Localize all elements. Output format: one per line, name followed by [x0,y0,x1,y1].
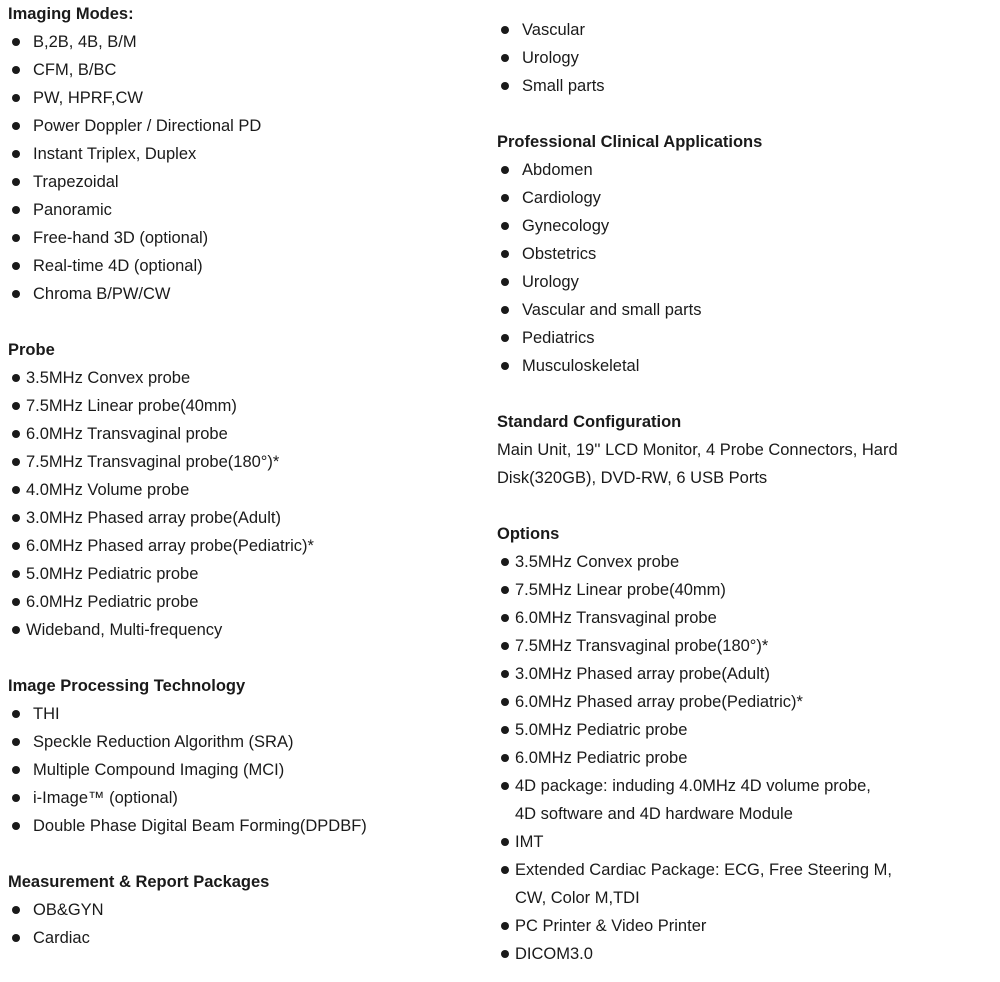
list-item-label: 6.0MHz Pediatric probe [26,593,199,611]
list-item [497,296,992,324]
list-item [497,828,992,856]
list-item-label: Vascular and small parts [522,301,702,319]
list-item-label: 7.5MHz Transvaginal probe(180°)* [515,637,769,655]
list-item [497,212,992,240]
list-item-label: B,2B, 4B, B/M [33,33,137,51]
list-item [497,856,992,912]
list-item [8,588,478,616]
list-item [497,744,992,772]
bullet-icon [12,598,20,606]
list-item [497,156,992,184]
list-item-label: Small parts [522,77,605,95]
bullet-icon [12,738,20,746]
list-item-label: THI [33,705,60,723]
list-item-label: 7.5MHz Transvaginal probe(180°)* [26,453,280,471]
list-item [8,420,478,448]
clinical-section [497,128,992,380]
bullet-icon [12,710,20,718]
list-item-label: 3.0MHz Phased array probe(Adult) [26,509,281,527]
list-item [8,532,478,560]
list-item-label: PW, HPRF,CW [33,89,143,107]
list-item [8,392,478,420]
bullet-icon [12,38,20,46]
list-item-label: Gynecology [522,217,610,235]
bullet-icon [501,194,509,202]
list-item-label: 5.0MHz Pediatric probe [26,565,199,583]
options-heading: Options [497,525,560,543]
list-item-label: 4D package: induding 4.0MHz 4D volume probe, 4D software and 4D hardware Module [515,777,871,823]
list-item-label: Wideband, Multi-frequency [26,621,223,639]
list-item [497,548,992,576]
bullet-icon [501,166,509,174]
list-item [8,616,478,644]
standard-config-heading: Standard Configuration [497,413,682,431]
bullet-icon [501,250,509,258]
bullet-icon [12,430,20,438]
list-item [8,28,478,56]
list-item [8,168,478,196]
list-item-label: 3.5MHz Convex probe [26,369,191,387]
list-item [8,896,478,924]
imaging-modes-list [8,28,478,308]
list-item [497,912,992,940]
list-item [497,940,992,968]
list-item [497,772,992,828]
bullet-icon [12,570,20,578]
list-item [8,84,478,112]
list-item [8,224,478,252]
list-item [497,240,992,268]
list-item [497,632,992,660]
list-item [8,560,478,588]
bullet-icon [501,222,509,230]
list-item-label: 6.0MHz Phased array probe(Pediatric)* [26,537,314,555]
list-item [8,364,478,392]
bullet-icon [12,206,20,214]
list-item-label: 7.5MHz Linear probe(40mm) [515,581,726,599]
list-item-label: Panoramic [33,201,112,219]
list-item-label: PC Printer & Video Printer [515,917,707,935]
list-item [8,252,478,280]
list-item [497,352,992,380]
list-item [8,756,478,784]
list-item-label: Vascular [522,21,585,39]
list-item-label: Multiple Compound Imaging (MCI) [33,761,285,779]
bullet-icon [501,950,509,958]
clinical-list [497,156,992,380]
list-item [8,784,478,812]
list-item [8,924,478,952]
clinical-heading: Professional Clinical Applications [497,133,763,151]
list-item-label: Musculoskeletal [522,357,640,375]
bullet-icon [501,838,509,846]
bullet-icon [12,178,20,186]
list-item [8,56,478,84]
bullet-icon [12,906,20,914]
list-item [497,604,992,632]
bullet-icon [12,262,20,270]
measurement-section [8,868,478,952]
list-item [8,280,478,308]
left-column [8,0,478,952]
list-item-label: Pediatrics [522,329,595,347]
bullet-icon [12,122,20,130]
list-item [8,476,478,504]
list-item [497,72,992,100]
list-item [8,728,478,756]
list-item-label: 6.0MHz Phased array probe(Pediatric)* [515,693,803,711]
list-item-label: Chroma B/PW/CW [33,285,171,303]
list-item [497,660,992,688]
bullet-icon [501,82,509,90]
bullet-icon [12,542,20,550]
list-item-label: 6.0MHz Transvaginal probe [26,425,228,443]
image-processing-section [8,672,478,840]
list-item-label: Real-time 4D (optional) [33,257,203,275]
image-processing-list [8,700,478,840]
bullet-icon [501,334,509,342]
list-item-label: Trapezoidal [33,173,119,191]
list-item-label: 3.0MHz Phased array probe(Adult) [515,665,770,683]
measurement-heading: Measurement & Report Packages [8,873,270,891]
bullet-icon [12,374,20,382]
list-item-label: 7.5MHz Linear probe(40mm) [26,397,237,415]
list-item-label: IMT [515,833,544,851]
list-item-label: Abdomen [522,161,593,179]
bullet-icon [501,698,509,706]
bullet-icon [501,26,509,34]
list-item-label: Extended Cardiac Package: ECG, Free Steering M, CW, Color M,TDI [515,861,892,907]
bullet-icon [12,794,20,802]
probe-list [8,364,478,644]
bullet-icon [501,362,509,370]
list-item [497,576,992,604]
list-item [8,812,478,840]
list-item-label: Instant Triplex, Duplex [33,145,197,163]
bullet-icon [12,822,20,830]
list-item [497,268,992,296]
bullet-icon [501,558,509,566]
bullet-icon [12,290,20,298]
list-item [497,44,992,72]
probe-section [8,336,478,644]
list-item-label: 6.0MHz Pediatric probe [515,749,688,767]
list-item-label: Urology [522,49,579,67]
list-item-label: Speckle Reduction Algorithm (SRA) [33,733,294,751]
probe-heading: Probe [8,341,55,359]
list-item-label: Double Phase Digital Beam Forming(DPDBF) [33,817,367,835]
list-item [497,184,992,212]
list-item-label: OB&GYN [33,901,104,919]
continued-list [497,16,992,100]
bullet-icon [12,402,20,410]
list-item [8,196,478,224]
standard-config-text: Main Unit, 19'' LCD Monitor, 4 Probe Connectors, Hard Disk(320GB), DVD-RW, 6 USB Ports [497,441,898,487]
list-item-label: Cardiology [522,189,601,207]
list-item [8,504,478,532]
list-item-label: Urology [522,273,579,291]
bullet-icon [501,642,509,650]
bullet-icon [12,458,20,466]
image-processing-heading: Image Processing Technology [8,677,246,695]
list-item-label: Free-hand 3D (optional) [33,229,209,247]
bullet-icon [501,614,509,622]
list-item-label: 5.0MHz Pediatric probe [515,721,688,739]
bullet-icon [501,754,509,762]
bullet-icon [12,514,20,522]
list-item [497,688,992,716]
list-item-label: Cardiac [33,929,90,947]
list-item-label: 3.5MHz Convex probe [515,553,680,571]
bullet-icon [12,766,20,774]
bullet-icon [501,782,509,790]
bullet-icon [12,66,20,74]
list-item [8,112,478,140]
list-item-label: Obstetrics [522,245,597,263]
imaging-modes-section [8,0,478,308]
standard-config-section [497,408,992,492]
bullet-icon [12,934,20,942]
bullet-icon [501,922,509,930]
list-item-label: 6.0MHz Transvaginal probe [515,609,717,627]
right-column [497,16,992,968]
options-section [497,520,992,968]
bullet-icon [12,486,20,494]
list-item-label: i-Image™ (optional) [33,789,178,807]
list-item [8,448,478,476]
bullet-icon [501,866,509,874]
list-item [8,140,478,168]
list-item-label: CFM, B/BC [33,61,117,79]
continued-section [497,16,992,100]
list-item [497,716,992,744]
bullet-icon [12,94,20,102]
bullet-icon [12,150,20,158]
bullet-icon [501,726,509,734]
bullet-icon [501,278,509,286]
options-list [497,548,992,968]
bullet-icon [501,586,509,594]
list-item [497,16,992,44]
list-item [497,324,992,352]
list-item-label: Power Doppler / Directional PD [33,117,262,135]
list-item-label: 4.0MHz Volume probe [26,481,190,499]
bullet-icon [501,306,509,314]
measurement-list [8,896,478,952]
bullet-icon [12,234,20,242]
bullet-icon [501,54,509,62]
list-item [8,700,478,728]
bullet-icon [501,670,509,678]
list-item-label: DICOM3.0 [515,945,593,963]
bullet-icon [12,626,20,634]
imaging-modes-heading: Imaging Modes: [8,5,134,23]
